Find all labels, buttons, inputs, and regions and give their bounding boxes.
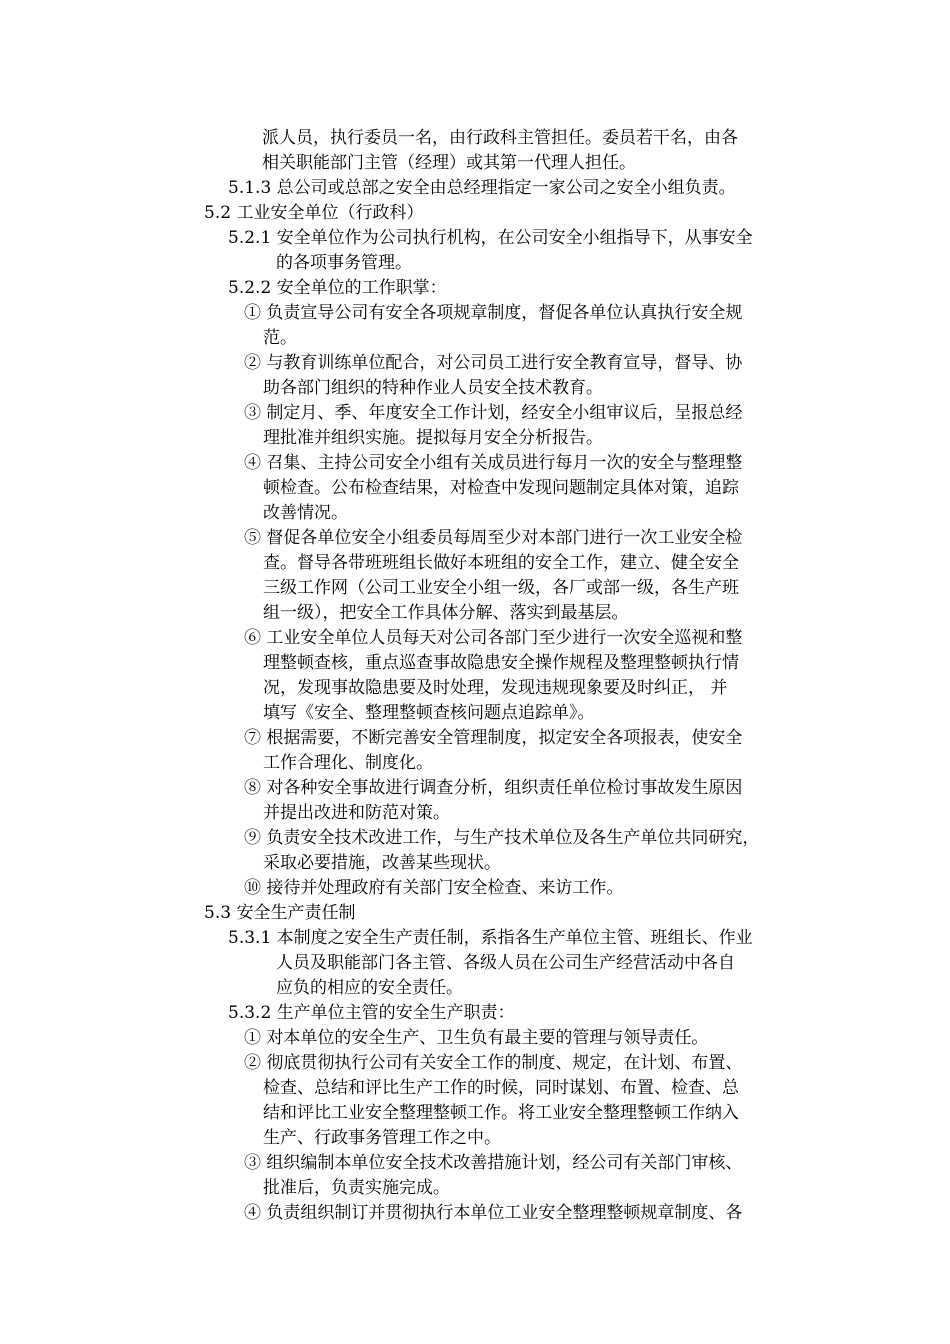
- text-line: 的各项事务管理。: [276, 253, 412, 273]
- text-line: 范。: [263, 328, 297, 348]
- list-item: ④ 负责组织制订并贯彻执行本单位工业安全整理整顿规章制度、各: [244, 1203, 743, 1223]
- text-line: 填写《安全、整理整顿查核问题点追踪单》。: [263, 703, 595, 723]
- list-item: ② 与教育训练单位配合，对公司员工进行安全教育宣导，督导、协: [244, 353, 743, 373]
- text-line: 查。督导各带班班组长做好本班组的安全工作，建立、健全安全: [263, 553, 739, 573]
- text-line: 批准后，负责实施完成。: [263, 1178, 450, 1198]
- text-line: 顿检查。公布检查结果，对检查中发现问题制定具体对策，追踪: [263, 478, 739, 498]
- clause-5-2-2: 5.2.2 安全单位的工作职掌：: [228, 278, 447, 298]
- text-line: 检查、总结和评比生产工作的时候，同时谋划、布置、检查、总: [263, 1078, 739, 1098]
- clause-5-1-3: 5.1.3 总公司或总部之安全由总经理指定一家公司之安全小组负责。: [228, 178, 736, 198]
- list-item: ⑥ 工业安全单位人员每天对公司各部门至少进行一次安全巡视和整: [244, 628, 743, 648]
- text-line: 工作合理化、制度化。: [263, 753, 433, 773]
- text-line: 理批准并组织实施。提拟每月安全分析报告。: [263, 428, 603, 448]
- section-heading-5-3: 5.3 安全生产责任制: [204, 903, 356, 923]
- text-line: 改善情况。: [263, 503, 348, 523]
- clause-5-3-2: 5.3.2 生产单位主管的安全生产职责：: [228, 1003, 515, 1023]
- text-line: 人员及职能部门各主管、各级人员在公司生产经营活动中各自: [276, 953, 735, 973]
- list-item: ① 负责宣导公司有安全各项规章制度，督促各单位认真执行安全规: [244, 303, 743, 323]
- list-item: ⑨ 负责安全技术改进工作，与生产技术单位及各生产单位共同研究，: [244, 828, 760, 848]
- text-line: 生产、行政事务管理工作之中。: [263, 1128, 501, 1148]
- text-line: 三级工作网（公司工业安全小组一级，各厂或部一级，各生产班: [263, 578, 739, 598]
- clause-5-2-1: 5.2.1 安全单位作为公司执行机构，在公司安全小组指导下，从事安全: [228, 228, 753, 248]
- list-item: ⑧ 对各种安全事故进行调查分析，组织责任单位检讨事故发生原因: [244, 778, 743, 798]
- list-item: ⑤ 督促各单位安全小组委员每周至少对本部门进行一次工业安全检: [244, 528, 743, 548]
- text-line: 结和评比工业安全整理整顿工作。将工业安全整理整顿工作纳入: [263, 1103, 739, 1123]
- text-line: 并提出改进和防范对策。: [263, 803, 450, 823]
- text-line: 采取必要措施，改善某些现状。: [263, 853, 501, 873]
- text-line: 组一级），把安全工作具体分解、落实到最基层。: [263, 603, 629, 623]
- list-item: ③ 制定月、季、年度安全工作计划，经安全小组审议后，呈报总经: [244, 403, 743, 423]
- list-item: ② 彻底贯彻执行公司有关安全工作的制度、规定，在计划、布置、: [244, 1053, 743, 1073]
- list-item: ⑩ 接待并处理政府有关部门安全检查、来访工作。: [244, 878, 624, 898]
- clause-5-3-1: 5.3.1 本制度之安全生产责任制，系指各生产单位主管、班组长、作业: [228, 928, 753, 948]
- text-line: 派人员，执行委员一名，由行政科主管担任。委员若干名，由各: [262, 128, 738, 148]
- list-item: ⑦ 根据需要，不断完善安全管理制度，拟定安全各项报表，使安全: [244, 728, 743, 748]
- list-item: ③ 组织编制本单位安全技术改善措施计划，经公司有关部门审核、: [244, 1153, 743, 1173]
- text-line: 况，发现事故隐患要及时处理，发现违规现象要及时纠正， 并: [263, 678, 728, 698]
- text-line: 助各部门组织的特种作业人员安全技术教育。: [263, 378, 603, 398]
- list-item: ④ 召集、主持公司安全小组有关成员进行每月一次的安全与整理整: [244, 453, 743, 473]
- text-line: 相关职能部门主管（经理）或其第一代理人担任。: [262, 153, 636, 173]
- section-heading-5-2: 5.2 工业安全单位（行政科）: [204, 203, 424, 223]
- text-line: 应负的相应的安全责任。: [276, 978, 463, 998]
- text-line: 理整顿查核，重点巡查事故隐患安全操作规程及整理整顿执行情: [263, 653, 739, 673]
- list-item: ① 对本单位的安全生产、卫生负有最主要的管理与领导责任。: [244, 1028, 709, 1048]
